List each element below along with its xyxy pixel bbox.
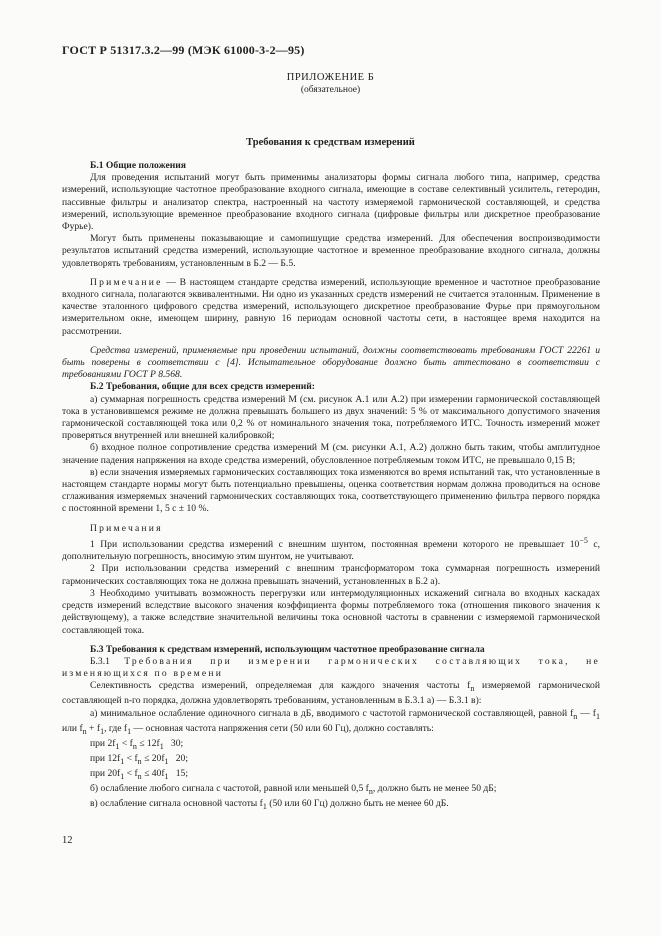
paragraph: Для проведения испытаний могут быть применимы анализаторы формы сигнала любого типа, например, средства измерений, использующие частотное преобразование входного сигнала, имеющие в составе селективный усилитель, гетеродин, пассивные фильтры и анализатор спектра, настроенный на частоту измеряемой гармонической составляющей, и средства измерений, использующие временное преобразование входного сигнала (цифровые фильтры или дискретное преобразование Фурье). [62, 172, 600, 233]
note-text: — В настоящем стандарте средства измерений, использующие временное и частотное преобразование входного сигнала, полагаются эквивалентными. Ни одно из указанных средств измерений не считается эталонным. Применение в качестве эталонного цифрового средства измерений, использующего дискретное преобразование Фурье при прямоугольном измерительном окне, имеющем ширину, равную 16 периодам основной частоты сети, в настоящее время находится на рассмотрении. [62, 276, 600, 337]
paragraph [62, 680, 600, 707]
text: ≤ 12f [136, 737, 160, 749]
list-item [62, 783, 600, 798]
text: а) минимальное ослабление одиночного сигнала в дБ, вводимого с частотой гармонической составляющей, равной f [90, 707, 574, 719]
subscript: n [368, 787, 373, 797]
text: + f [86, 722, 101, 734]
subscript: 1 [127, 726, 132, 736]
subscript: n [82, 726, 87, 736]
note-label: Примечание [90, 276, 163, 288]
section-b3-heading: Б.3 Требования к средствам измерений, использующим частотное преобразование сигнала [90, 643, 485, 655]
note-paragraph [62, 277, 600, 338]
main-title: Требования к средствам измерений [246, 137, 415, 148]
text: 15; [168, 768, 188, 780]
exponent: −5 [579, 535, 588, 545]
text: , где f [104, 722, 128, 734]
text: 20; [168, 752, 188, 764]
subsection-title: Требования при измерении гармонических составляющих тока, не изменяющихся по времени [62, 655, 600, 680]
appendix-subtitle: (обязательное) [300, 85, 361, 95]
note-text: с, дополнительную погрешность, вносимую этим шунтом, не учитывают. [62, 539, 600, 563]
subscript: n [573, 711, 578, 721]
text: Селективность средства измерений, определяемая для каждого значения частоты f [90, 680, 471, 692]
range-line [62, 738, 600, 753]
note-item: 3 Необходимо учитывать возможность перегрузки или интермодуляционных искажений сигнала во входных каскадах средств измерений вследствие высокого значения коэффициента формы потребляемого тока (отношения пикового значения к действующему), а также вследствие значительной величины тока основной частоты в сравнении с измеряемой гармонической составляющей тока. [62, 587, 600, 636]
subscript: 1 [596, 711, 600, 721]
text: при 20f [90, 768, 121, 780]
text: б) ослабление любого сигнала с частотой, равной или меньшей 0,5 f [90, 783, 369, 795]
text: 30; [163, 737, 184, 749]
subscript: 1 [120, 771, 125, 781]
subscript: 1 [115, 741, 120, 751]
document-body [62, 160, 600, 813]
text: < f [124, 752, 138, 764]
list-item: б) входное полное сопротивление средства измерений М (см. рисунки А.1, А.2) должно быть таким, чтобы амплитудное значение падения напряжения на входе средства измерений, обусловленное потребляемым током ИТС, не превышало 0,15 В; [62, 442, 600, 466]
subscript: n [132, 741, 137, 751]
list-item [62, 708, 600, 738]
appendix-title: ПРИЛОЖЕНИЕ Б [286, 72, 375, 83]
page-number: 12 [62, 835, 73, 846]
text: ≤ 20f [141, 752, 165, 764]
text: при 12f [90, 752, 121, 764]
section-b2-heading: Б.2 Требования, общие для всех средств измерений: [90, 381, 315, 393]
text: при 2f [90, 737, 116, 749]
section-b1-heading: Б.1 Общие положения [90, 160, 186, 171]
text: < f [124, 768, 138, 780]
text: измеряемой гармонической составляющей n-го порядка, должна удовлетворять требованиям, установленным в Б.3.1 а) — Б.3.1 в): [62, 680, 600, 707]
subscript: 1 [262, 802, 267, 812]
subscript: 1 [100, 726, 105, 736]
notes-heading: Примечания [90, 522, 163, 534]
subscript: 1 [120, 756, 125, 766]
list-item: в) если значения измеряемых гармонических составляющих тока изменяются во время испытаний так, что установленные в настоящем стандарте нормы могут быть потенциально превышены, оценка соответствия нормам должна проводиться на основе сглаживания измеряемых значений гармонических составляющих тока, соответствующего применению фильтра первого порядка с постоянной времени 1, 5 с ± 10 %. [62, 466, 600, 515]
subscript: n [137, 756, 142, 766]
text: в) ослабление сигнала основной частоты f [90, 798, 263, 810]
paragraph: Могут быть применены показывающие и самопишущие средства измерений. Для обеспечения воспроизводимости результатов испытаний средства измерений, использующие частотное и временное преобразование входного сигнала, должны удовлетворять требованиям, установленным в Б.2 — Б.5. [62, 233, 600, 269]
range-line [62, 768, 600, 783]
subscript: 1 [159, 741, 164, 751]
text: ≤ 40f [141, 768, 165, 780]
range-line [62, 753, 600, 768]
subscript: 1 [164, 756, 169, 766]
text: — основная частота напряжения сети (50 или 60 Гц), должно составлять: [131, 722, 434, 734]
note-item [62, 535, 600, 564]
list-item [62, 798, 600, 813]
subscript: n [470, 684, 475, 694]
note-text: 1 При использовании средства измерений с внешним шунтом, постоянная времени которого не превышает 10 [90, 539, 580, 551]
text: , должно быть не менее 50 дБ; [372, 783, 497, 795]
note-item: 2 При использовании средства измерений с внешним трансформатором тока суммарная погрешность измерений гармонических составляющих тока не должна превышать значений, установленных в Б.2 а). [62, 563, 600, 587]
text: < f [119, 737, 133, 749]
text: или f [62, 722, 83, 734]
text: — f [577, 707, 596, 719]
italic-paragraph: Средства измерений, применяемые при проведении испытаний, должны соответствовать требованиям ГОСТ 22261 и быть поверены в соответствии с [4]. Испытательное оборудование должно быть аттестовано в соответствии с требованиями ГОСТ Р 8.568. [62, 344, 600, 381]
subsection-number: Б.3.1 [90, 655, 125, 667]
text: (50 или 60 Гц) должно быть не менее 60 дБ. [266, 798, 449, 810]
subscript: n [137, 771, 142, 781]
document-header: ГОСТ Р 51317.3.2—99 (МЭК 61000-3-2—95) [62, 43, 305, 57]
subsection-heading [62, 656, 600, 680]
list-item: а) суммарная погрешность средства измерений М (см. рисунок А.1 или А.2) при измерении гармонической составляющей тока в установившемся режиме не должна превышать большего из двух значений: 5 % от максимального допустимого значения гармонической составляющей тока или 0,2 % от номинального значения тока, потребляемого ИТС. Точность измерений может проверяться внутренней или внешней калибровкой; [62, 393, 600, 442]
subscript: 1 [164, 771, 169, 781]
